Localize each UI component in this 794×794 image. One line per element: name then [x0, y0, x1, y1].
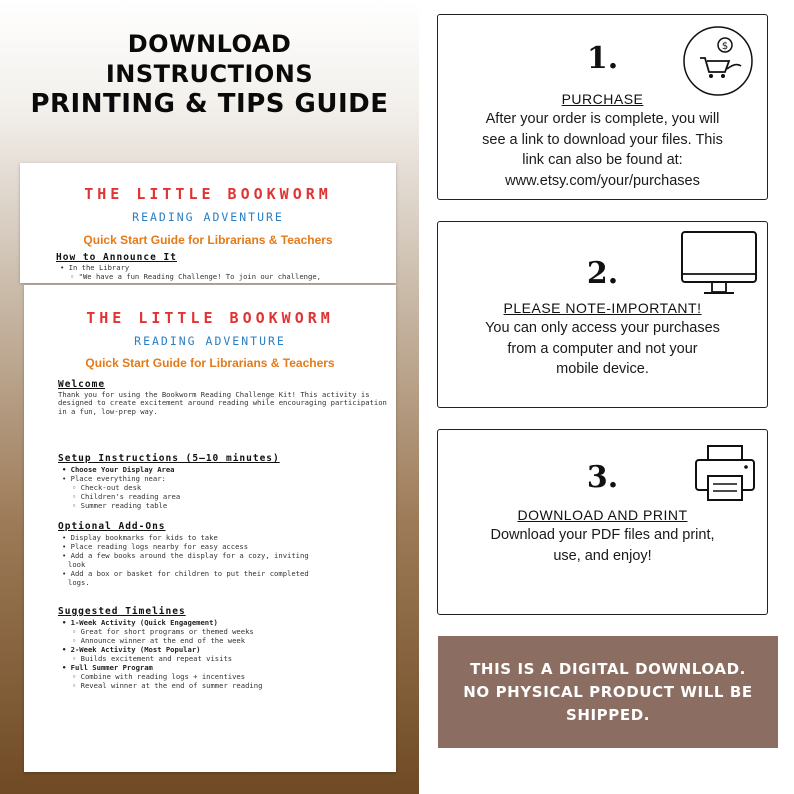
step-body-line: use, and enjoy! — [553, 547, 652, 564]
header-title-line2: INSTRUCTIONS — [105, 60, 314, 88]
timeline-line: • Full Summer Program — [62, 663, 153, 672]
step-body-line: link can also be found at: — [522, 152, 683, 168]
addons-line: look — [68, 560, 86, 569]
setup-line: • Choose Your Display Area — [62, 465, 175, 474]
step-body-line: see a link to download your files. This — [482, 131, 723, 148]
timeline-line: ◦ Builds excitement and repeat visits — [72, 654, 233, 663]
step-3-card — [437, 429, 768, 615]
timeline-line: ◦ Combine with reading logs + incentives — [72, 672, 246, 681]
step-body — [452, 318, 753, 380]
addons-line: • Place reading logs nearby for easy access — [62, 542, 249, 551]
notice-line: SHIPPED. — [565, 705, 651, 724]
welcome-text: Thank you for using the Bookworm Reading Challenge Kit! This activity is designed to create excitement around reading while encouraging participation in a fun, low-prep way. — [58, 390, 387, 416]
addons-line: logs. — [68, 578, 90, 587]
preview-subtitle: READING ADVENTURE — [132, 210, 284, 224]
step-heading: PURCHASE — [561, 91, 644, 107]
guide-preview-front — [24, 285, 396, 772]
timeline-line: • 2-Week Activity (Most Popular) — [62, 645, 201, 654]
step-heading: PLEASE NOTE-IMPORTANT! — [503, 300, 702, 316]
preview-subtitle: READING ADVENTURE — [134, 334, 286, 348]
preview-guide-label: Quick Start Guide for Librarians & Teachers — [85, 356, 335, 370]
setup-line: ◦ Check-out desk — [72, 483, 142, 492]
step-heading: DOWNLOAD AND PRINT — [517, 507, 688, 523]
guide-preview-back — [20, 163, 396, 283]
notice-line: THIS IS A DIGITAL DOWNLOAD. — [470, 659, 746, 678]
printer-icon — [694, 444, 756, 504]
header-title-line1: DOWNLOAD — [127, 30, 292, 58]
svg-text:$: $ — [721, 41, 729, 52]
preview-bullet: ◦ "We have a fun Reading Challenge! To join our challenge, — [70, 272, 321, 281]
step-body-line: www.etsy.com/your/purchases — [505, 172, 700, 189]
timeline-line: ◦ Great for short programs or themed weeks — [72, 627, 254, 636]
addons-line: • Display bookmarks for kids to take — [62, 533, 218, 542]
setup-line: • Place everything near: — [62, 474, 166, 483]
step-body — [452, 525, 753, 566]
timeline-line: ◦ Reveal winner at the end of summer reading — [72, 681, 263, 690]
step-body-line: from a computer and not your — [507, 340, 698, 357]
setup-heading: Setup Instructions (5–10 minutes) — [58, 453, 280, 464]
addons-heading: Optional Add-Ons — [58, 521, 166, 532]
step-number: 3. — [586, 460, 619, 495]
header-title-line3: PRINTING & TIPS GUIDE — [30, 89, 389, 119]
addons-line: • Add a few books around the display for a cozy, inviting — [62, 551, 309, 560]
step-body-line: After your order is complete, you will — [485, 111, 720, 127]
shopping-cart-icon — [682, 25, 754, 97]
step-1-card — [437, 14, 768, 200]
setup-line: ◦ Summer reading table — [72, 501, 168, 510]
preview-bullet: • In the Library — [60, 263, 130, 272]
digital-download-notice — [438, 636, 778, 748]
step-2-card — [437, 221, 768, 408]
preview-guide-label: Quick Start Guide for Librarians & Teachers — [83, 233, 333, 247]
computer-monitor-icon — [680, 230, 760, 298]
step-number: 1. — [586, 41, 619, 76]
step-body-line: You can only access your purchases — [485, 320, 720, 336]
timelines-heading: Suggested Timelines — [58, 606, 186, 617]
addons-line: • Add a box or basket for children to put their completed — [62, 569, 309, 578]
welcome-heading: Welcome — [58, 379, 106, 390]
preview-title: THE LITTLE BOOKWORM — [84, 185, 332, 203]
preview-title: THE LITTLE BOOKWORM — [86, 309, 334, 327]
timeline-line: • 1-Week Activity (Quick Engagement) — [62, 618, 218, 627]
notice-text — [448, 658, 768, 727]
preview-section-heading: How to Announce It — [56, 252, 177, 263]
step-number: 2. — [586, 256, 619, 291]
step-body-line: mobile device. — [556, 361, 649, 377]
step-body — [452, 109, 753, 191]
timeline-line: ◦ Announce winner at the end of the week — [72, 636, 246, 645]
setup-line: ◦ Children's reading area — [72, 492, 181, 501]
notice-line: NO PHYSICAL PRODUCT WILL BE — [463, 682, 753, 701]
step-body-line: Download your PDF files and print, — [490, 527, 715, 543]
